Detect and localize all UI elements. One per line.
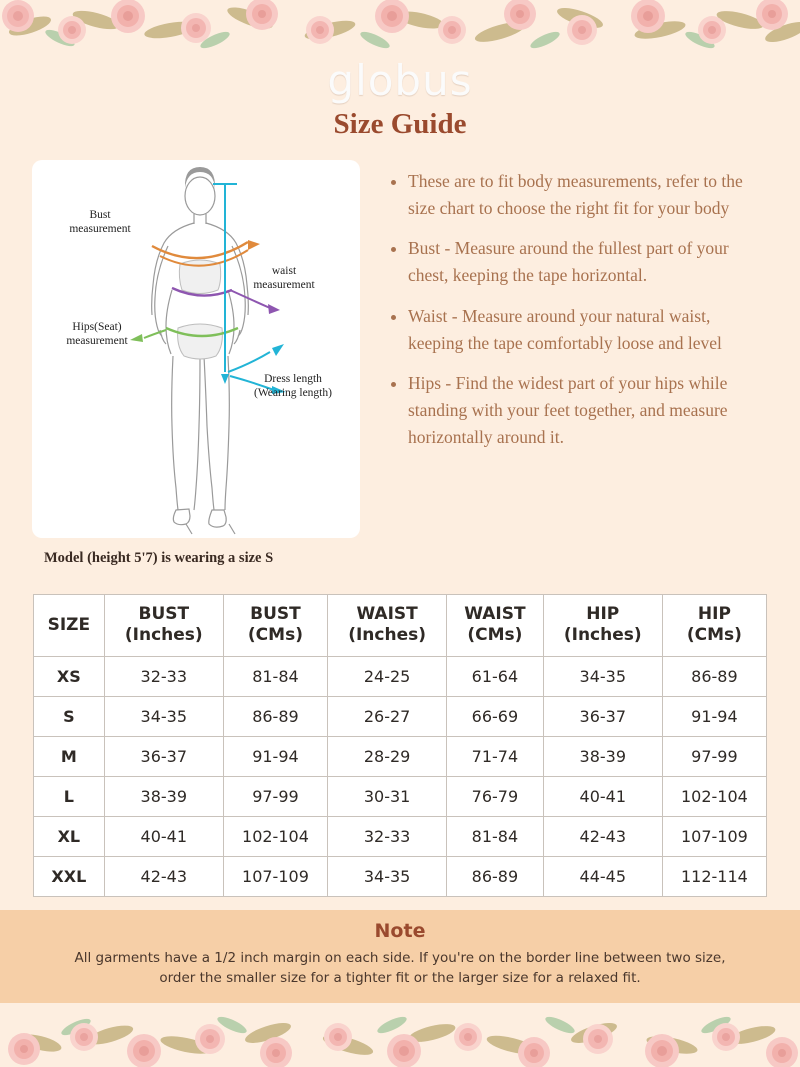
table-row xyxy=(34,816,767,856)
brand-logo: globus xyxy=(327,56,473,105)
header-line-2: (Inches) xyxy=(124,625,203,646)
header-line-2: (CMs) xyxy=(467,625,523,646)
table-header-cell xyxy=(328,595,447,657)
page-title: Size Guide xyxy=(333,108,467,140)
table-cell: 32-33 xyxy=(104,656,223,696)
note-text: All garments have a 1/2 inch margin on each side. If you're on the border line between two size, order the smaller size for a tighter fit or the larger size for a relaxed fit. xyxy=(74,950,726,987)
table-cell: 42-43 xyxy=(104,856,223,896)
table-cell: 86-89 xyxy=(447,856,544,896)
header-line-1: HIP xyxy=(697,604,731,624)
instruction-item: • Waist - Measure around your natural waist, keeping the tape comfortably loose and level xyxy=(408,303,768,357)
table-cell: 34-35 xyxy=(328,856,447,896)
table-header-row xyxy=(34,595,767,657)
measurement-instructions xyxy=(386,160,768,538)
table-header-cell xyxy=(543,595,662,657)
table-cell: 24-25 xyxy=(328,656,447,696)
table-cell: 42-43 xyxy=(543,816,662,856)
table-cell: 107-109 xyxy=(223,856,327,896)
floral-border-top xyxy=(0,0,800,58)
table-cell: 28-29 xyxy=(328,736,447,776)
floral-border-top-art xyxy=(0,0,800,58)
header-line-2: (CMs) xyxy=(247,625,303,646)
table-cell: 86-89 xyxy=(662,656,766,696)
instruction-item: • These are to fit body measurements, refer to the size chart to choose the right fit for your body xyxy=(408,168,768,222)
table-cell: 71-74 xyxy=(447,736,544,776)
floral-border-bottom xyxy=(0,1009,800,1067)
table-cell: L xyxy=(34,776,105,816)
model-note: Model (height 5'7) is wearing a size S xyxy=(44,550,274,566)
table-row xyxy=(34,856,767,896)
header-line-1: WAIST xyxy=(356,604,418,624)
table-cell: 102-104 xyxy=(662,776,766,816)
header-line-1: SIZE xyxy=(47,614,91,635)
table-header-cell xyxy=(34,595,105,657)
hips-label: Hips(Seat) measurement xyxy=(66,321,128,348)
table-cell: 44-45 xyxy=(543,856,662,896)
table-cell: 36-37 xyxy=(543,696,662,736)
table-cell: 40-41 xyxy=(543,776,662,816)
table-cell: M xyxy=(34,736,105,776)
table-cell: XS xyxy=(34,656,105,696)
header-line-2: (CMs) xyxy=(686,625,742,646)
note-title: Note xyxy=(374,920,426,942)
floral-border-bottom-art xyxy=(0,1009,800,1067)
table-cell: 38-39 xyxy=(104,776,223,816)
table-cell: 81-84 xyxy=(223,656,327,696)
table-cell: 66-69 xyxy=(447,696,544,736)
table-cell: 91-94 xyxy=(662,696,766,736)
measurement-figure xyxy=(32,160,360,538)
table-header-cell xyxy=(662,595,766,657)
waist-label: waist measurement xyxy=(253,265,315,292)
table-header-cell xyxy=(104,595,223,657)
table-cell: 86-89 xyxy=(223,696,327,736)
table-cell: 36-37 xyxy=(104,736,223,776)
table-cell: 61-64 xyxy=(447,656,544,696)
instruction-item: • Bust - Measure around the fullest part of your chest, keeping the tape horizontal. xyxy=(408,235,768,289)
table-row xyxy=(34,696,767,736)
table-cell: 34-35 xyxy=(543,656,662,696)
bust-label: Bust measurement xyxy=(69,209,131,236)
table-row xyxy=(34,736,767,776)
table-cell: 97-99 xyxy=(662,736,766,776)
header-line-1: WAIST xyxy=(464,604,526,624)
table-cell: 91-94 xyxy=(223,736,327,776)
table-cell: 81-84 xyxy=(447,816,544,856)
dress-length-label: Dress length (Wearing length) xyxy=(254,373,332,400)
table-cell: 34-35 xyxy=(104,696,223,736)
table-cell: S xyxy=(34,696,105,736)
table-cell: 102-104 xyxy=(223,816,327,856)
table-cell: 97-99 xyxy=(223,776,327,816)
size-chart-table xyxy=(33,594,767,897)
header-line-2: (Inches) xyxy=(348,625,426,646)
header-line-1: HIP xyxy=(586,604,620,624)
table-header-cell xyxy=(447,595,544,657)
main-content xyxy=(0,160,800,538)
table-row xyxy=(34,656,767,696)
header-line-1: BUST xyxy=(250,604,301,624)
table-cell: 26-27 xyxy=(328,696,447,736)
table-cell: 40-41 xyxy=(104,816,223,856)
table-cell: 112-114 xyxy=(662,856,766,896)
table-cell: 76-79 xyxy=(447,776,544,816)
table-cell: 107-109 xyxy=(662,816,766,856)
instruction-item: • Hips - Find the widest part of your hips while standing with your feet together, and measure horizontally around it. xyxy=(408,370,768,451)
header-line-2: (Inches) xyxy=(563,625,642,646)
table-cell: XL xyxy=(34,816,105,856)
table-cell: 32-33 xyxy=(328,816,447,856)
header-line-1: BUST xyxy=(138,604,190,624)
note-section xyxy=(0,910,800,1003)
table-cell: 38-39 xyxy=(543,736,662,776)
table-header-cell xyxy=(223,595,327,657)
table-cell: XXL xyxy=(34,856,105,896)
table-cell: 30-31 xyxy=(328,776,447,816)
table-row xyxy=(34,776,767,816)
